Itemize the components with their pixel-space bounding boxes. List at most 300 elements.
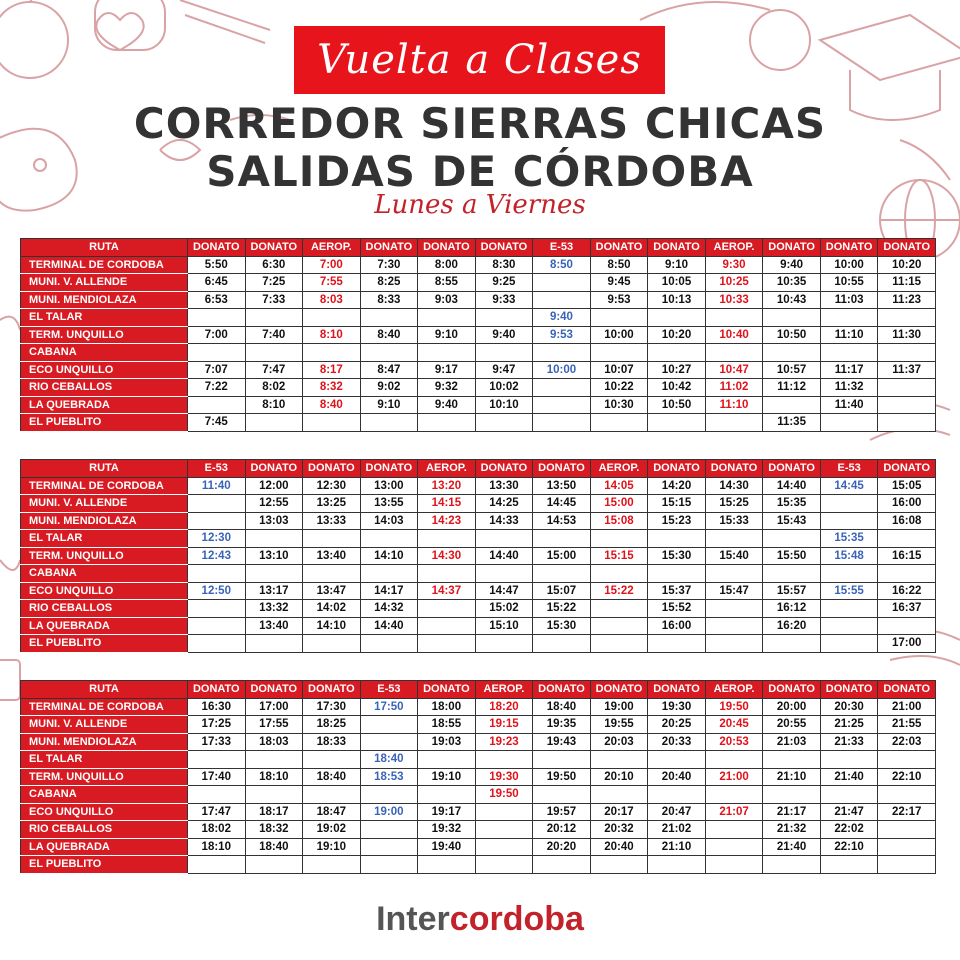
time-cell: 15:02 — [475, 600, 533, 618]
table-row — [21, 344, 936, 362]
time-cell: 21:10 — [763, 768, 821, 786]
time-cell — [820, 635, 878, 653]
table-header-row — [21, 460, 936, 478]
time-cell: 12:30 — [303, 477, 361, 495]
time-cell: 15:15 — [648, 495, 706, 513]
time-cell: 7:47 — [245, 361, 303, 379]
time-cell — [878, 379, 936, 397]
table-row — [21, 326, 936, 344]
time-cell: 19:57 — [533, 803, 591, 821]
time-cell: 10:00 — [590, 326, 648, 344]
time-cell: 16:08 — [878, 512, 936, 530]
time-cell: 14:33 — [475, 512, 533, 530]
time-cell: 16:37 — [878, 600, 936, 618]
time-cell — [705, 414, 763, 432]
time-cell: 20:45 — [705, 716, 763, 734]
time-cell: 18:32 — [245, 821, 303, 839]
time-cell: 21:32 — [763, 821, 821, 839]
time-cell: 15:35 — [763, 495, 821, 513]
time-cell: 11:40 — [820, 396, 878, 414]
time-cell: 13:17 — [245, 582, 303, 600]
time-cell: 9:40 — [763, 256, 821, 274]
time-cell: 13:25 — [303, 495, 361, 513]
time-cell: 10:40 — [705, 326, 763, 344]
table-row — [21, 547, 936, 565]
time-cell — [763, 565, 821, 583]
time-cell: 10:50 — [763, 326, 821, 344]
time-cell — [418, 600, 476, 618]
time-cell: 13:30 — [475, 477, 533, 495]
time-cell: 21:03 — [763, 733, 821, 751]
service-header: DONATO — [763, 460, 821, 478]
time-cell — [820, 512, 878, 530]
stop-label: CABANA — [21, 344, 188, 362]
time-cell — [878, 786, 936, 804]
time-cell — [820, 617, 878, 635]
time-cell: 19:35 — [533, 716, 591, 734]
time-cell: 10:10 — [475, 396, 533, 414]
table-row — [21, 477, 936, 495]
time-cell: 14:47 — [475, 582, 533, 600]
time-cell — [245, 635, 303, 653]
time-cell: 15:07 — [533, 582, 591, 600]
time-cell: 19:17 — [418, 803, 476, 821]
time-cell: 14:25 — [475, 495, 533, 513]
time-cell: 19:30 — [475, 768, 533, 786]
time-cell: 9:53 — [590, 291, 648, 309]
page-title-line2: SALIDAS DE CÓRDOBA — [206, 147, 754, 196]
stop-label: MUNI. MENDIOLAZA — [21, 733, 188, 751]
time-cell: 10:57 — [763, 361, 821, 379]
time-cell: 20:20 — [533, 838, 591, 856]
apple-icon — [0, 0, 68, 78]
time-cell: 19:50 — [475, 786, 533, 804]
time-cell — [360, 733, 418, 751]
time-cell — [360, 786, 418, 804]
time-cell — [648, 635, 706, 653]
time-cell: 15:22 — [533, 600, 591, 618]
table-row — [21, 565, 936, 583]
time-cell: 15:55 — [820, 582, 878, 600]
time-cell: 14:15 — [418, 495, 476, 513]
time-cell — [763, 396, 821, 414]
table-row — [21, 821, 936, 839]
stop-label: ECO UNQUILLO — [21, 582, 188, 600]
time-cell: 9:40 — [475, 326, 533, 344]
time-cell — [705, 565, 763, 583]
time-cell: 14:40 — [360, 617, 418, 635]
table-row — [21, 291, 936, 309]
time-cell: 9:53 — [533, 326, 591, 344]
time-cell: 15:30 — [533, 617, 591, 635]
service-header: AEROP. — [590, 460, 648, 478]
time-cell: 11:02 — [705, 379, 763, 397]
time-cell — [418, 565, 476, 583]
time-cell — [878, 344, 936, 362]
time-cell — [188, 565, 246, 583]
time-cell: 18:02 — [188, 821, 246, 839]
time-cell — [533, 344, 591, 362]
time-cell — [475, 530, 533, 548]
stop-label: EL PUEBLITO — [21, 856, 188, 874]
service-header: DONATO — [245, 681, 303, 699]
stop-label: TERMINAL DE CORDOBA — [21, 256, 188, 274]
header-banner: Vuelta a Clases — [294, 26, 665, 94]
time-cell — [763, 344, 821, 362]
time-cell: 15:08 — [590, 512, 648, 530]
time-cell — [705, 617, 763, 635]
time-cell: 18:40 — [245, 838, 303, 856]
time-cell: 8:40 — [303, 396, 361, 414]
time-cell — [648, 751, 706, 769]
time-cell — [245, 309, 303, 327]
service-header: E-53 — [533, 239, 591, 257]
time-cell: 12:00 — [245, 477, 303, 495]
time-cell: 9:10 — [418, 326, 476, 344]
stop-label: TERM. UNQUILLO — [21, 768, 188, 786]
time-cell: 18:40 — [303, 768, 361, 786]
table-row — [21, 617, 936, 635]
time-cell — [303, 344, 361, 362]
time-cell: 19:55 — [590, 716, 648, 734]
time-cell — [188, 751, 246, 769]
time-cell — [303, 309, 361, 327]
service-header: DONATO — [763, 681, 821, 699]
stop-label: MUNI. MENDIOLAZA — [21, 291, 188, 309]
time-cell: 20:40 — [590, 838, 648, 856]
time-cell: 13:20 — [418, 477, 476, 495]
time-cell: 15:40 — [705, 547, 763, 565]
time-cell: 19:15 — [475, 716, 533, 734]
time-cell: 12:55 — [245, 495, 303, 513]
service-header: DONATO — [648, 681, 706, 699]
time-cell — [360, 821, 418, 839]
time-cell: 8:00 — [418, 256, 476, 274]
stop-label: RIO CEBALLOS — [21, 821, 188, 839]
time-cell — [648, 786, 706, 804]
time-cell: 7:40 — [245, 326, 303, 344]
time-cell: 14:40 — [475, 547, 533, 565]
time-cell: 16:15 — [878, 547, 936, 565]
time-cell: 17:30 — [303, 698, 361, 716]
time-cell — [590, 600, 648, 618]
time-cell: 8:55 — [418, 274, 476, 292]
time-cell: 17:00 — [878, 635, 936, 653]
time-cell: 19:23 — [475, 733, 533, 751]
time-cell — [705, 821, 763, 839]
timetable-morning — [20, 238, 936, 432]
time-cell: 20:17 — [590, 803, 648, 821]
table-row — [21, 786, 936, 804]
time-cell — [360, 856, 418, 874]
time-cell — [878, 414, 936, 432]
service-header: DONATO — [820, 239, 878, 257]
time-cell — [533, 274, 591, 292]
route-header: RUTA — [21, 460, 188, 478]
time-cell: 13:32 — [245, 600, 303, 618]
time-cell: 12:30 — [188, 530, 246, 548]
time-cell: 19:30 — [648, 698, 706, 716]
time-cell: 16:00 — [878, 495, 936, 513]
time-cell: 21:40 — [763, 838, 821, 856]
time-cell — [475, 803, 533, 821]
time-cell: 19:00 — [360, 803, 418, 821]
route-header: RUTA — [21, 239, 188, 257]
time-cell — [820, 495, 878, 513]
time-cell: 19:10 — [418, 768, 476, 786]
time-cell: 19:43 — [533, 733, 591, 751]
time-cell — [303, 635, 361, 653]
time-cell: 11:35 — [763, 414, 821, 432]
time-cell: 11:10 — [820, 326, 878, 344]
time-cell: 7:00 — [188, 326, 246, 344]
stop-label: TERM. UNQUILLO — [21, 326, 188, 344]
time-cell: 7:55 — [303, 274, 361, 292]
time-cell — [705, 856, 763, 874]
time-cell: 8:25 — [360, 274, 418, 292]
time-cell: 15:50 — [763, 547, 821, 565]
time-cell: 19:02 — [303, 821, 361, 839]
service-header: DONATO — [360, 460, 418, 478]
time-cell: 8:17 — [303, 361, 361, 379]
time-cell — [188, 786, 246, 804]
time-cell: 8:10 — [303, 326, 361, 344]
table-row — [21, 856, 936, 874]
time-cell: 13:40 — [245, 617, 303, 635]
time-cell — [245, 565, 303, 583]
time-cell — [533, 786, 591, 804]
time-cell: 12:50 — [188, 582, 246, 600]
time-cell: 14:20 — [648, 477, 706, 495]
table-row — [21, 361, 936, 379]
stop-label: ECO UNQUILLO — [21, 803, 188, 821]
table-row — [21, 414, 936, 432]
time-cell: 9:45 — [590, 274, 648, 292]
service-header: AEROP. — [303, 239, 361, 257]
stop-label: LA QUEBRADA — [21, 838, 188, 856]
time-cell — [763, 635, 821, 653]
time-cell — [590, 786, 648, 804]
service-header: DONATO — [590, 681, 648, 699]
time-cell: 14:30 — [705, 477, 763, 495]
service-header: DONATO — [475, 460, 533, 478]
time-cell: 22:10 — [878, 768, 936, 786]
time-cell — [418, 414, 476, 432]
table-row — [21, 379, 936, 397]
time-cell: 18:40 — [360, 751, 418, 769]
time-cell: 19:50 — [705, 698, 763, 716]
time-cell: 15:22 — [590, 582, 648, 600]
time-cell — [418, 309, 476, 327]
time-cell: 18:03 — [245, 733, 303, 751]
stop-label: MUNI. V. ALLENDE — [21, 495, 188, 513]
time-cell — [188, 635, 246, 653]
time-cell: 20:30 — [820, 698, 878, 716]
time-cell — [418, 344, 476, 362]
schedule-days-subtitle: Lunes a Viernes — [374, 190, 586, 220]
table-row — [21, 530, 936, 548]
time-cell — [820, 414, 878, 432]
time-cell: 9:30 — [705, 256, 763, 274]
time-cell: 14:45 — [533, 495, 591, 513]
time-cell: 18:47 — [303, 803, 361, 821]
time-cell: 13:40 — [303, 547, 361, 565]
time-cell: 21:47 — [820, 803, 878, 821]
time-cell — [188, 495, 246, 513]
time-cell: 11:03 — [820, 291, 878, 309]
time-cell — [418, 635, 476, 653]
time-cell: 20:55 — [763, 716, 821, 734]
time-cell: 18:17 — [245, 803, 303, 821]
time-cell — [705, 530, 763, 548]
brand-logo-part1: Inter — [376, 900, 450, 938]
time-cell: 7:45 — [188, 414, 246, 432]
time-cell: 19:10 — [303, 838, 361, 856]
time-cell: 5:50 — [188, 256, 246, 274]
time-cell: 14:10 — [360, 547, 418, 565]
time-cell: 14:10 — [303, 617, 361, 635]
time-cell: 8:32 — [303, 379, 361, 397]
table-row — [21, 309, 936, 327]
time-cell: 8:50 — [590, 256, 648, 274]
stop-label: LA QUEBRADA — [21, 617, 188, 635]
time-cell: 21:33 — [820, 733, 878, 751]
table-row — [21, 274, 936, 292]
time-cell — [418, 856, 476, 874]
brand-logo — [0, 900, 960, 939]
service-header: DONATO — [878, 681, 936, 699]
time-cell: 17:55 — [245, 716, 303, 734]
time-cell: 10:05 — [648, 274, 706, 292]
time-cell: 8:30 — [475, 256, 533, 274]
time-cell — [878, 309, 936, 327]
time-cell: 11:23 — [878, 291, 936, 309]
time-cell — [360, 565, 418, 583]
time-cell — [705, 344, 763, 362]
time-cell: 15:52 — [648, 600, 706, 618]
stop-label: EL PUEBLITO — [21, 635, 188, 653]
time-cell — [705, 635, 763, 653]
time-cell — [418, 751, 476, 769]
time-cell — [590, 635, 648, 653]
time-cell — [590, 751, 648, 769]
time-cell — [590, 414, 648, 432]
time-cell: 11:37 — [878, 361, 936, 379]
service-header: E-53 — [820, 460, 878, 478]
service-header: DONATO — [188, 681, 246, 699]
time-cell: 18:10 — [245, 768, 303, 786]
time-cell: 20:40 — [648, 768, 706, 786]
service-header: DONATO — [188, 239, 246, 257]
stop-label: TERM. UNQUILLO — [21, 547, 188, 565]
time-cell — [475, 309, 533, 327]
time-cell: 11:12 — [763, 379, 821, 397]
service-header: DONATO — [590, 239, 648, 257]
service-header: AEROP. — [705, 239, 763, 257]
time-cell: 20:03 — [590, 733, 648, 751]
service-header: DONATO — [303, 460, 361, 478]
time-cell: 19:03 — [418, 733, 476, 751]
time-cell — [360, 716, 418, 734]
time-cell — [533, 565, 591, 583]
time-cell: 15:57 — [763, 582, 821, 600]
time-cell: 13:33 — [303, 512, 361, 530]
time-cell — [303, 856, 361, 874]
time-cell: 18:20 — [475, 698, 533, 716]
table-row — [21, 582, 936, 600]
time-cell: 10:02 — [475, 379, 533, 397]
time-cell — [878, 838, 936, 856]
time-cell: 19:40 — [418, 838, 476, 856]
time-cell: 22:10 — [820, 838, 878, 856]
time-cell — [878, 396, 936, 414]
time-cell — [705, 838, 763, 856]
time-cell — [475, 856, 533, 874]
time-cell: 14:45 — [820, 477, 878, 495]
time-cell: 15:23 — [648, 512, 706, 530]
stop-label: EL TALAR — [21, 751, 188, 769]
table-header-row — [21, 239, 936, 257]
time-cell: 12:43 — [188, 547, 246, 565]
service-header: DONATO — [648, 239, 706, 257]
time-cell: 8:50 — [533, 256, 591, 274]
time-cell: 14:53 — [533, 512, 591, 530]
time-cell — [763, 309, 821, 327]
time-cell: 14:02 — [303, 600, 361, 618]
time-cell: 7:25 — [245, 274, 303, 292]
time-cell: 9:32 — [418, 379, 476, 397]
time-cell: 9:10 — [648, 256, 706, 274]
stop-label: TERMINAL DE CORDOBA — [21, 477, 188, 495]
time-cell: 9:47 — [475, 361, 533, 379]
time-cell: 13:47 — [303, 582, 361, 600]
time-cell — [590, 617, 648, 635]
time-cell — [188, 309, 246, 327]
table-row — [21, 396, 936, 414]
time-cell: 18:55 — [418, 716, 476, 734]
time-cell — [648, 565, 706, 583]
time-cell — [188, 617, 246, 635]
time-cell: 21:17 — [763, 803, 821, 821]
time-cell: 13:03 — [245, 512, 303, 530]
service-header: DONATO — [475, 239, 533, 257]
time-cell — [590, 856, 648, 874]
service-header: E-53 — [360, 681, 418, 699]
time-cell: 21:00 — [878, 698, 936, 716]
time-cell — [763, 786, 821, 804]
time-cell — [418, 530, 476, 548]
time-cell: 6:53 — [188, 291, 246, 309]
time-cell: 14:05 — [590, 477, 648, 495]
table-row — [21, 751, 936, 769]
stop-label: MUNI. V. ALLENDE — [21, 716, 188, 734]
time-cell: 18:25 — [303, 716, 361, 734]
time-cell: 16:30 — [188, 698, 246, 716]
time-cell: 9:02 — [360, 379, 418, 397]
time-cell: 13:55 — [360, 495, 418, 513]
time-cell — [820, 344, 878, 362]
time-cell — [878, 617, 936, 635]
time-cell: 18:33 — [303, 733, 361, 751]
service-header: AEROP. — [705, 681, 763, 699]
time-cell: 18:53 — [360, 768, 418, 786]
service-header: DONATO — [763, 239, 821, 257]
time-cell: 10:25 — [705, 274, 763, 292]
page-title-line1: CORREDOR SIERRAS CHICAS — [133, 99, 827, 148]
time-cell: 11:15 — [878, 274, 936, 292]
stop-label: CABANA — [21, 786, 188, 804]
time-cell: 8:40 — [360, 326, 418, 344]
